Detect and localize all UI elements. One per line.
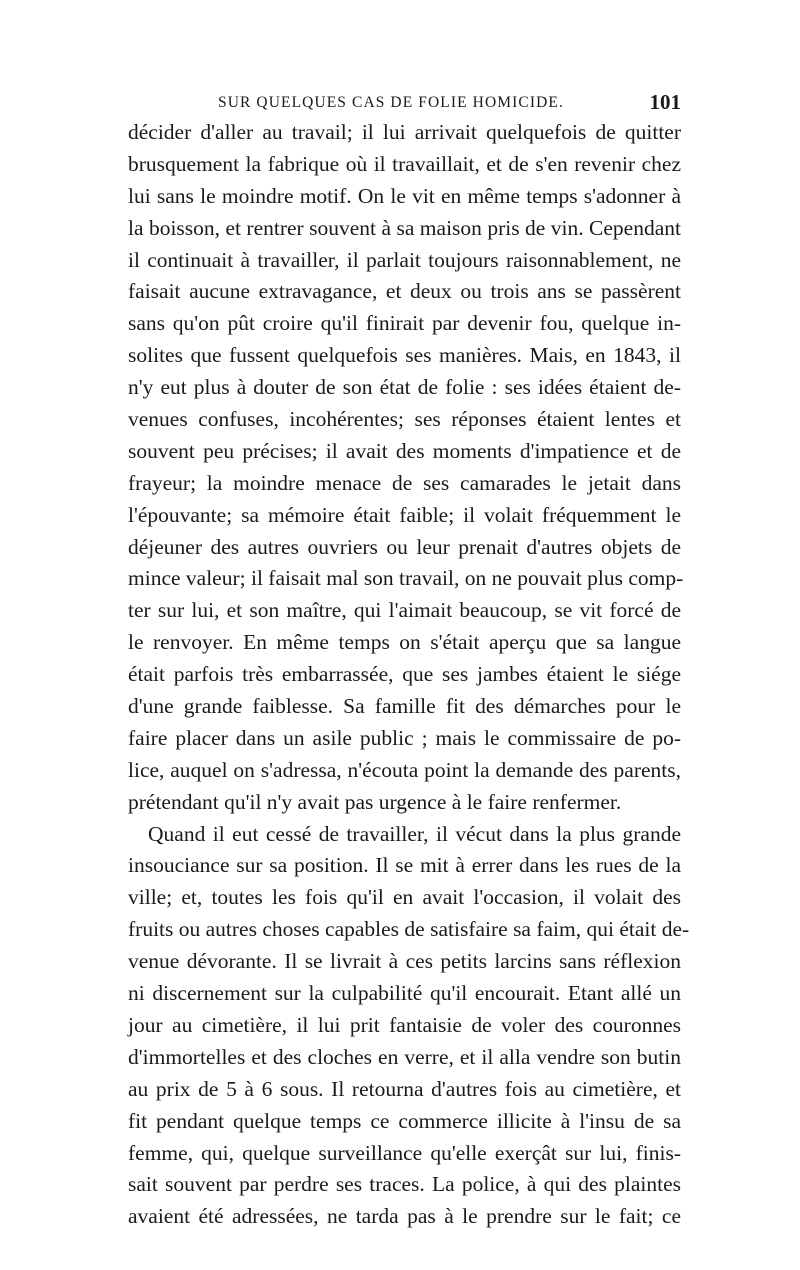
text-line: sans qu'on pût croire qu'il finirait par devenir fou, quelque in- <box>128 311 681 336</box>
text-line: la boisson, et rentrer souvent à sa maison pris de vin. Cependant <box>128 215 681 240</box>
text-line: venues confuses, incohérentes; ses réponses étaient lentes et <box>128 407 681 432</box>
text-line: brusquement la fabrique où il travaillait, et de s'en revenir chez <box>128 151 681 176</box>
running-header <box>128 90 681 116</box>
text-line: femme, qui, quelque surveillance qu'elle exerçât sur lui, finis- <box>128 1140 681 1165</box>
text-line: sait souvent par perdre ses traces. La police, à qui des plaintes <box>128 1172 681 1197</box>
text-line: le renvoyer. En même temps on s'était aperçu que sa langue <box>128 630 681 655</box>
text-line: était parfois très embarrassée, que ses jambes étaient le siége <box>128 662 681 687</box>
paragraph-first-line: Quand il eut cessé de travailler, il vécut dans la plus grande <box>148 821 681 846</box>
text-line: n'y eut plus à douter de son état de folie : ses idées étaient de- <box>128 375 681 400</box>
text-line: faire placer dans un asile public ; mais le commissaire de po- <box>128 725 681 750</box>
text-line: lui sans le moindre motif. On le vit en même temps s'adonner à <box>128 183 681 208</box>
text-line: ter sur lui, et son maître, qui l'aimait beaucoup, se vit forcé de <box>128 598 681 623</box>
text-line: l'épouvante; sa mémoire était faible; il volait fréquemment le <box>128 502 681 527</box>
text-line: d'une grande faiblesse. Sa famille fit des démarches pour le <box>128 694 681 719</box>
text-line: d'immortelles et des cloches en verre, et il alla vendre son butin <box>128 1044 681 1069</box>
text-line: ni discernement sur la culpabilité qu'il encourait. Etant allé un <box>128 981 681 1006</box>
text-line: fruits ou autres choses capables de satisfaire sa faim, qui était de- <box>128 917 690 942</box>
text-line: venue dévorante. Il se livrait à ces petits larcins sans réflexion <box>128 949 681 974</box>
text-line: insouciance sur sa position. Il se mit à errer dans les rues de la <box>128 853 681 878</box>
text-line: mince valeur; il faisait mal son travail, on ne pouvait plus comp- <box>128 566 684 591</box>
text-line: faisait aucune extravagance, et deux ou trois ans se passèrent <box>128 279 681 304</box>
paragraph-last-line: prétendant qu'il n'y avait pas urgence à le faire renfermer. <box>128 789 622 814</box>
text-line: déjeuner des autres ouvriers ou leur prenait d'autres objets de <box>128 534 681 559</box>
text-line: jour au cimetière, il lui prit fantaisie de voler des couronnes <box>128 1012 681 1037</box>
text-line: ville; et, toutes les fois qu'il en avait l'occasion, il volait des <box>128 885 681 910</box>
text-line: souvent peu précises; il avait des moments d'impatience et de <box>128 438 681 463</box>
text-line: frayeur; la moindre menace de ses camarades le jetait dans <box>128 470 681 495</box>
text-line: lice, auquel on s'adressa, n'écouta point la demande des parents, <box>128 757 681 782</box>
text-line: décider d'aller au travail; il lui arrivait quelquefois de quitter <box>128 120 681 144</box>
text-line: au prix de 5 à 6 sous. Il retourna d'autres fois au cimetière, et <box>128 1076 681 1101</box>
text-line: fit pendant quelque temps ce commerce illicite à l'insu de sa <box>128 1108 681 1133</box>
text-line: solites que fussent quelquefois ses manières. Mais, en 1843, il <box>128 343 681 368</box>
text-line: avaient été adressées, ne tarda pas à le prendre sur le fait; ce <box>128 1204 681 1229</box>
page-number: 101 <box>649 90 681 114</box>
running-title: SUR QUELQUES CAS DE FOLIE HOMICIDE. <box>218 94 564 111</box>
body-text <box>128 117 690 1233</box>
text-line: il continuait à travailler, il parlait toujours raisonnablement, ne <box>128 247 681 272</box>
